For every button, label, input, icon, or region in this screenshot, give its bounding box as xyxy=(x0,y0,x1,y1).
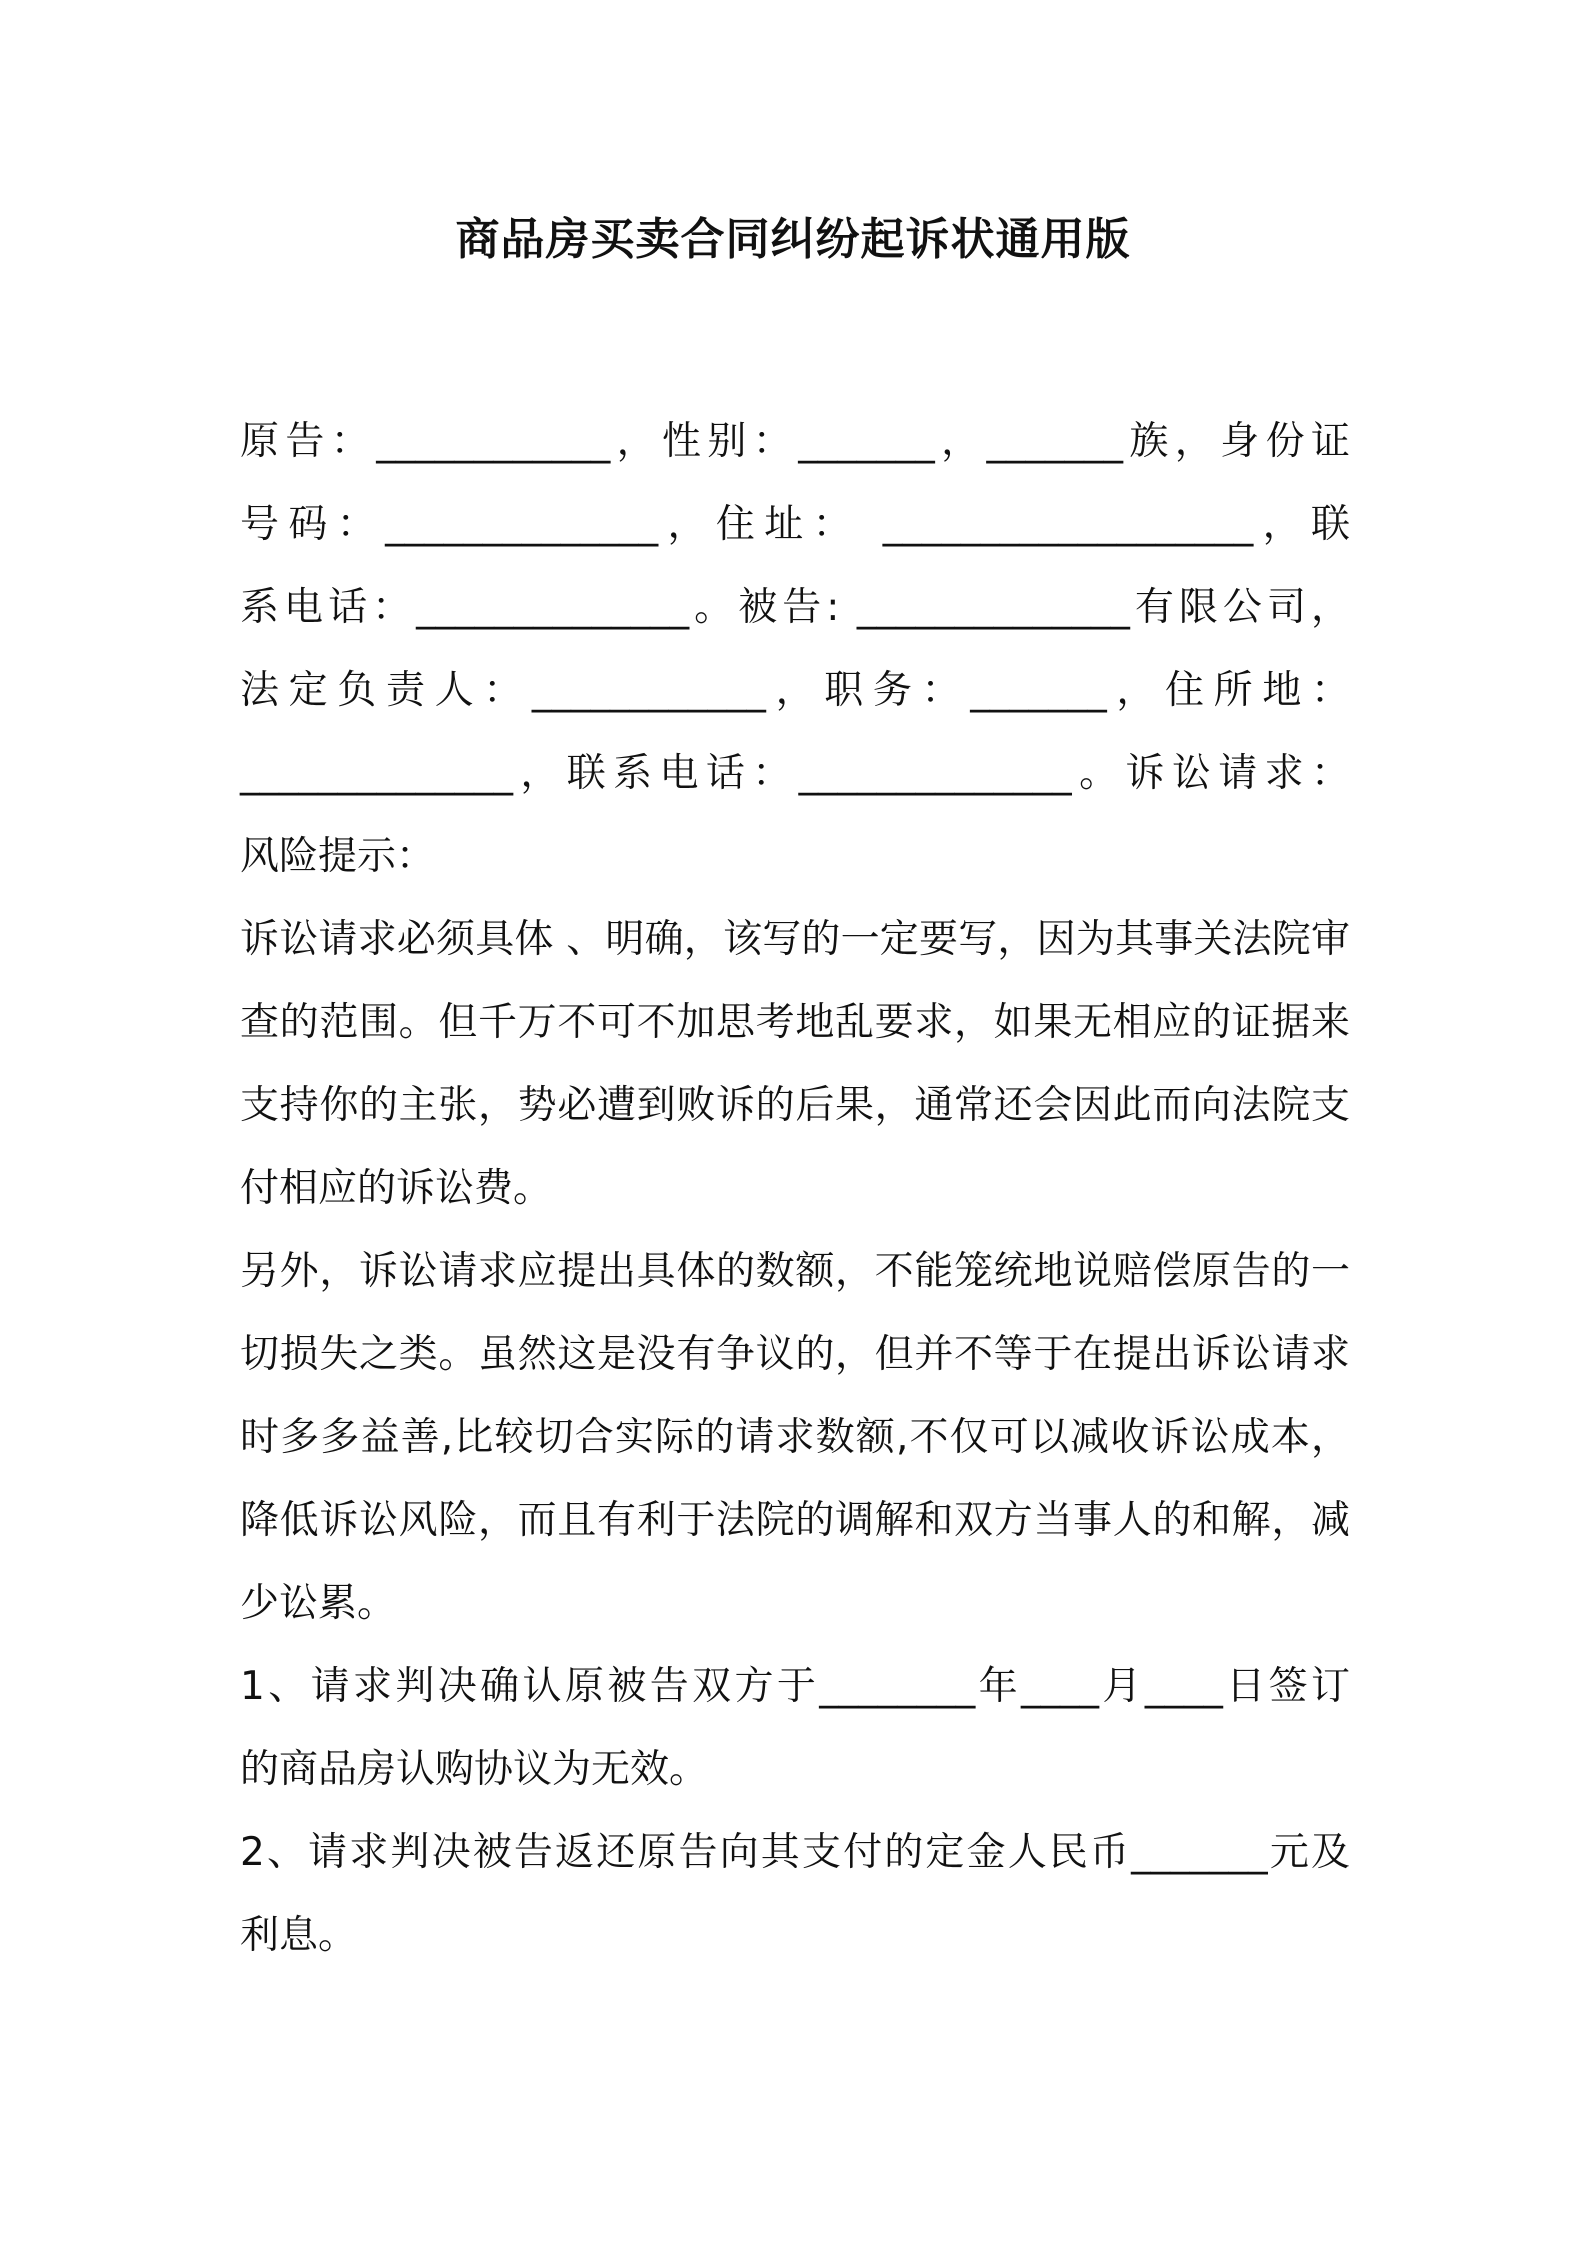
paragraph-line: 诉讼请求必须具体 、明确，该写的一定要写，因为其事关法院审 xyxy=(240,917,1350,962)
paragraph-line: 时多多益善,比较切合实际的请求数额,不仅可以减收诉讼成本， xyxy=(240,1415,1350,1460)
paragraph-line: 系电话：______________。被告: ______________有限公司， xyxy=(240,585,1350,630)
claim-line: 的商品房认购协议为无效。 xyxy=(240,1747,709,1792)
paragraph-line: 原告：____________，性别：_______，_______族，身份证 xyxy=(240,419,1350,464)
paragraph-line: 查的范围。但千万不可不加思考地乱要求，如果无相应的证据来 xyxy=(240,1000,1350,1045)
claim-line: 2、请求判决被告返还原告向其支付的定金人民币_______元及 xyxy=(240,1830,1350,1875)
document-body xyxy=(240,400,1350,1977)
paragraph-line: 支持你的主张，势必遭到败诉的后果，通常还会因此而向法院支 xyxy=(240,1083,1350,1128)
paragraph-line: 降低诉讼风险，而且有利于法院的调解和双方当事人的和解，减 xyxy=(240,1498,1350,1543)
document-title: 商品房买卖合同纠纷起诉状通用版 xyxy=(455,214,1131,265)
paragraph-line: 号码：______________，住址： ___________________，联 xyxy=(240,502,1350,547)
claim-line: 1、请求判决确认原被告双方于________年____月____日签订 xyxy=(240,1664,1350,1709)
paragraph-line: 付相应的诉讼费。 xyxy=(240,1166,553,1211)
paragraph-line: ______________，联系电话：______________。诉讼请求： xyxy=(240,751,1350,796)
claim-line: 利息。 xyxy=(240,1913,358,1958)
paragraph-line: 法定负责人：____________，职务：_______，住所地： xyxy=(240,668,1350,713)
paragraph-line: 切损失之类。虽然这是没有争议的，但并不等于在提出诉讼请求 xyxy=(240,1332,1350,1377)
section-heading: 风险提示： xyxy=(240,834,436,879)
paragraph-line: 少讼累。 xyxy=(240,1581,397,1626)
paragraph-line: 另外，诉讼请求应提出具体的数额，不能笼统地说赔偿原告的一 xyxy=(240,1249,1350,1294)
